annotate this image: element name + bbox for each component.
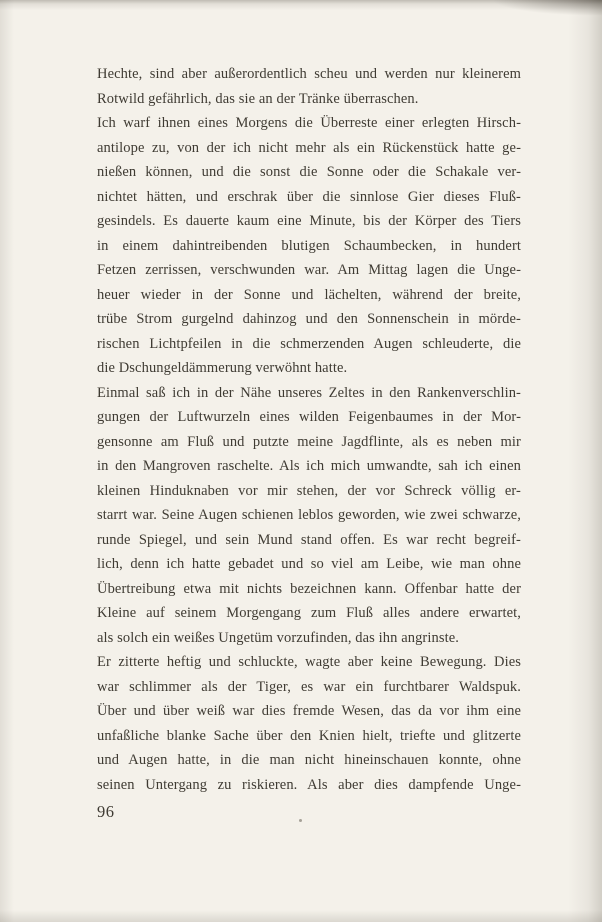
text-line: gesindels. Es dauerte kaum eine Minute, bis der Körper des Tiers (97, 213, 521, 229)
scan-corner-shadow (492, 0, 602, 16)
text-line: heuer wieder in der Sonne und lächelten, während der breite, (97, 286, 521, 303)
text-line: kleinen Hinduknaben vor mir stehen, der vor Schreck völlig er- (97, 482, 521, 499)
text-line: war schlimmer als der Tiger, es war ein furchtbarer Waldspuk. (97, 678, 521, 695)
text-line: gensonne am Fluß und putzte meine Jagdflinte, als es neben mir (97, 433, 521, 450)
text-line: Fetzen zerrissen, verschwunden war. Am Mittag lagen die Unge- (97, 262, 521, 278)
text-line: unfaßliche blanke Sache über den Knien hielt, triefte und glitzerte (97, 727, 521, 744)
text-line: Ich warf ihnen eines Morgens die Überreste einer erlegten Hirsch- (97, 115, 521, 131)
text-line: runde Spiegel, und sein Mund stand offen. Es war recht begreif- (97, 531, 521, 548)
text-line: in den Mangroven raschelte. Als ich mich umwandte, sah ich einen (97, 458, 521, 474)
text-block (97, 62, 521, 797)
ink-speck (299, 819, 302, 822)
text-line: in einem dahintreibenden blutigen Schaumbecken, in hundert (97, 237, 521, 254)
text-line: trübe Strom gurgelnd dahinzog und den Sonnenschein in mörde- (97, 311, 521, 327)
text-line: Rotwild gefährlich, das sie an der Tränke überraschen. (97, 90, 419, 107)
text-line: seinen Untergang zu riskieren. Als aber dies dampfende Unge- (97, 776, 521, 793)
scan-right-edge-shadow (568, 0, 602, 922)
text-line: Einmal saß ich in der Nähe unseres Zeltes in den Rankenverschlin- (97, 384, 521, 401)
text-line: Hechte, sind aber außerordentlich scheu und werden nur kleinerem (97, 66, 521, 82)
scan-bottom-edge-shadow (0, 910, 602, 922)
text-line: nichtet hätten, und erschrak über die sinnlose Gier dieses Fluß- (97, 188, 521, 205)
text-line: Über und über weiß war dies fremde Wesen, das da vor ihm eine (97, 703, 521, 719)
text-line: lich, denn ich hatte gebadet und so viel am Leibe, wie man ohne (97, 556, 521, 572)
text-line: als solch ein weißes Ungetüm vorzufinden, das ihn angrinste. (97, 629, 459, 646)
text-line: rischen Lichtpfeilen in die schmerzenden Augen schleuderte, die (97, 335, 521, 352)
text-line: antilope zu, von der ich nicht mehr als ein Rückenstück hatte ge- (97, 139, 521, 156)
text-line: Übertreibung etwa mit nichts bezeichnen kann. Offenbar hatte der (97, 580, 521, 597)
scan-left-edge-shadow (0, 0, 14, 922)
text-line: Kleine auf seinem Morgengang zum Fluß alles andere erwartet, (97, 605, 521, 621)
text-line: und Augen hatte, in die man nicht hineinschauen konnte, ohne (97, 752, 521, 768)
text-line: gungen der Luftwurzeln eines wilden Feigenbaumes in der Mor- (97, 409, 521, 425)
text-line: nießen können, und die sonst die Sonne oder die Schakale ver- (97, 164, 521, 180)
text-line: starrt war. Seine Augen schienen leblos geworden, wie zwei schwarze, (97, 507, 521, 523)
page-number: 96 (97, 802, 115, 821)
text-line: die Dschungeldämmerung verwöhnt hatte. (97, 360, 348, 376)
scan-top-edge-shadow (0, 0, 602, 10)
text-line: Er zitterte heftig und schluckte, wagte aber keine Bewegung. Dies (97, 654, 521, 670)
